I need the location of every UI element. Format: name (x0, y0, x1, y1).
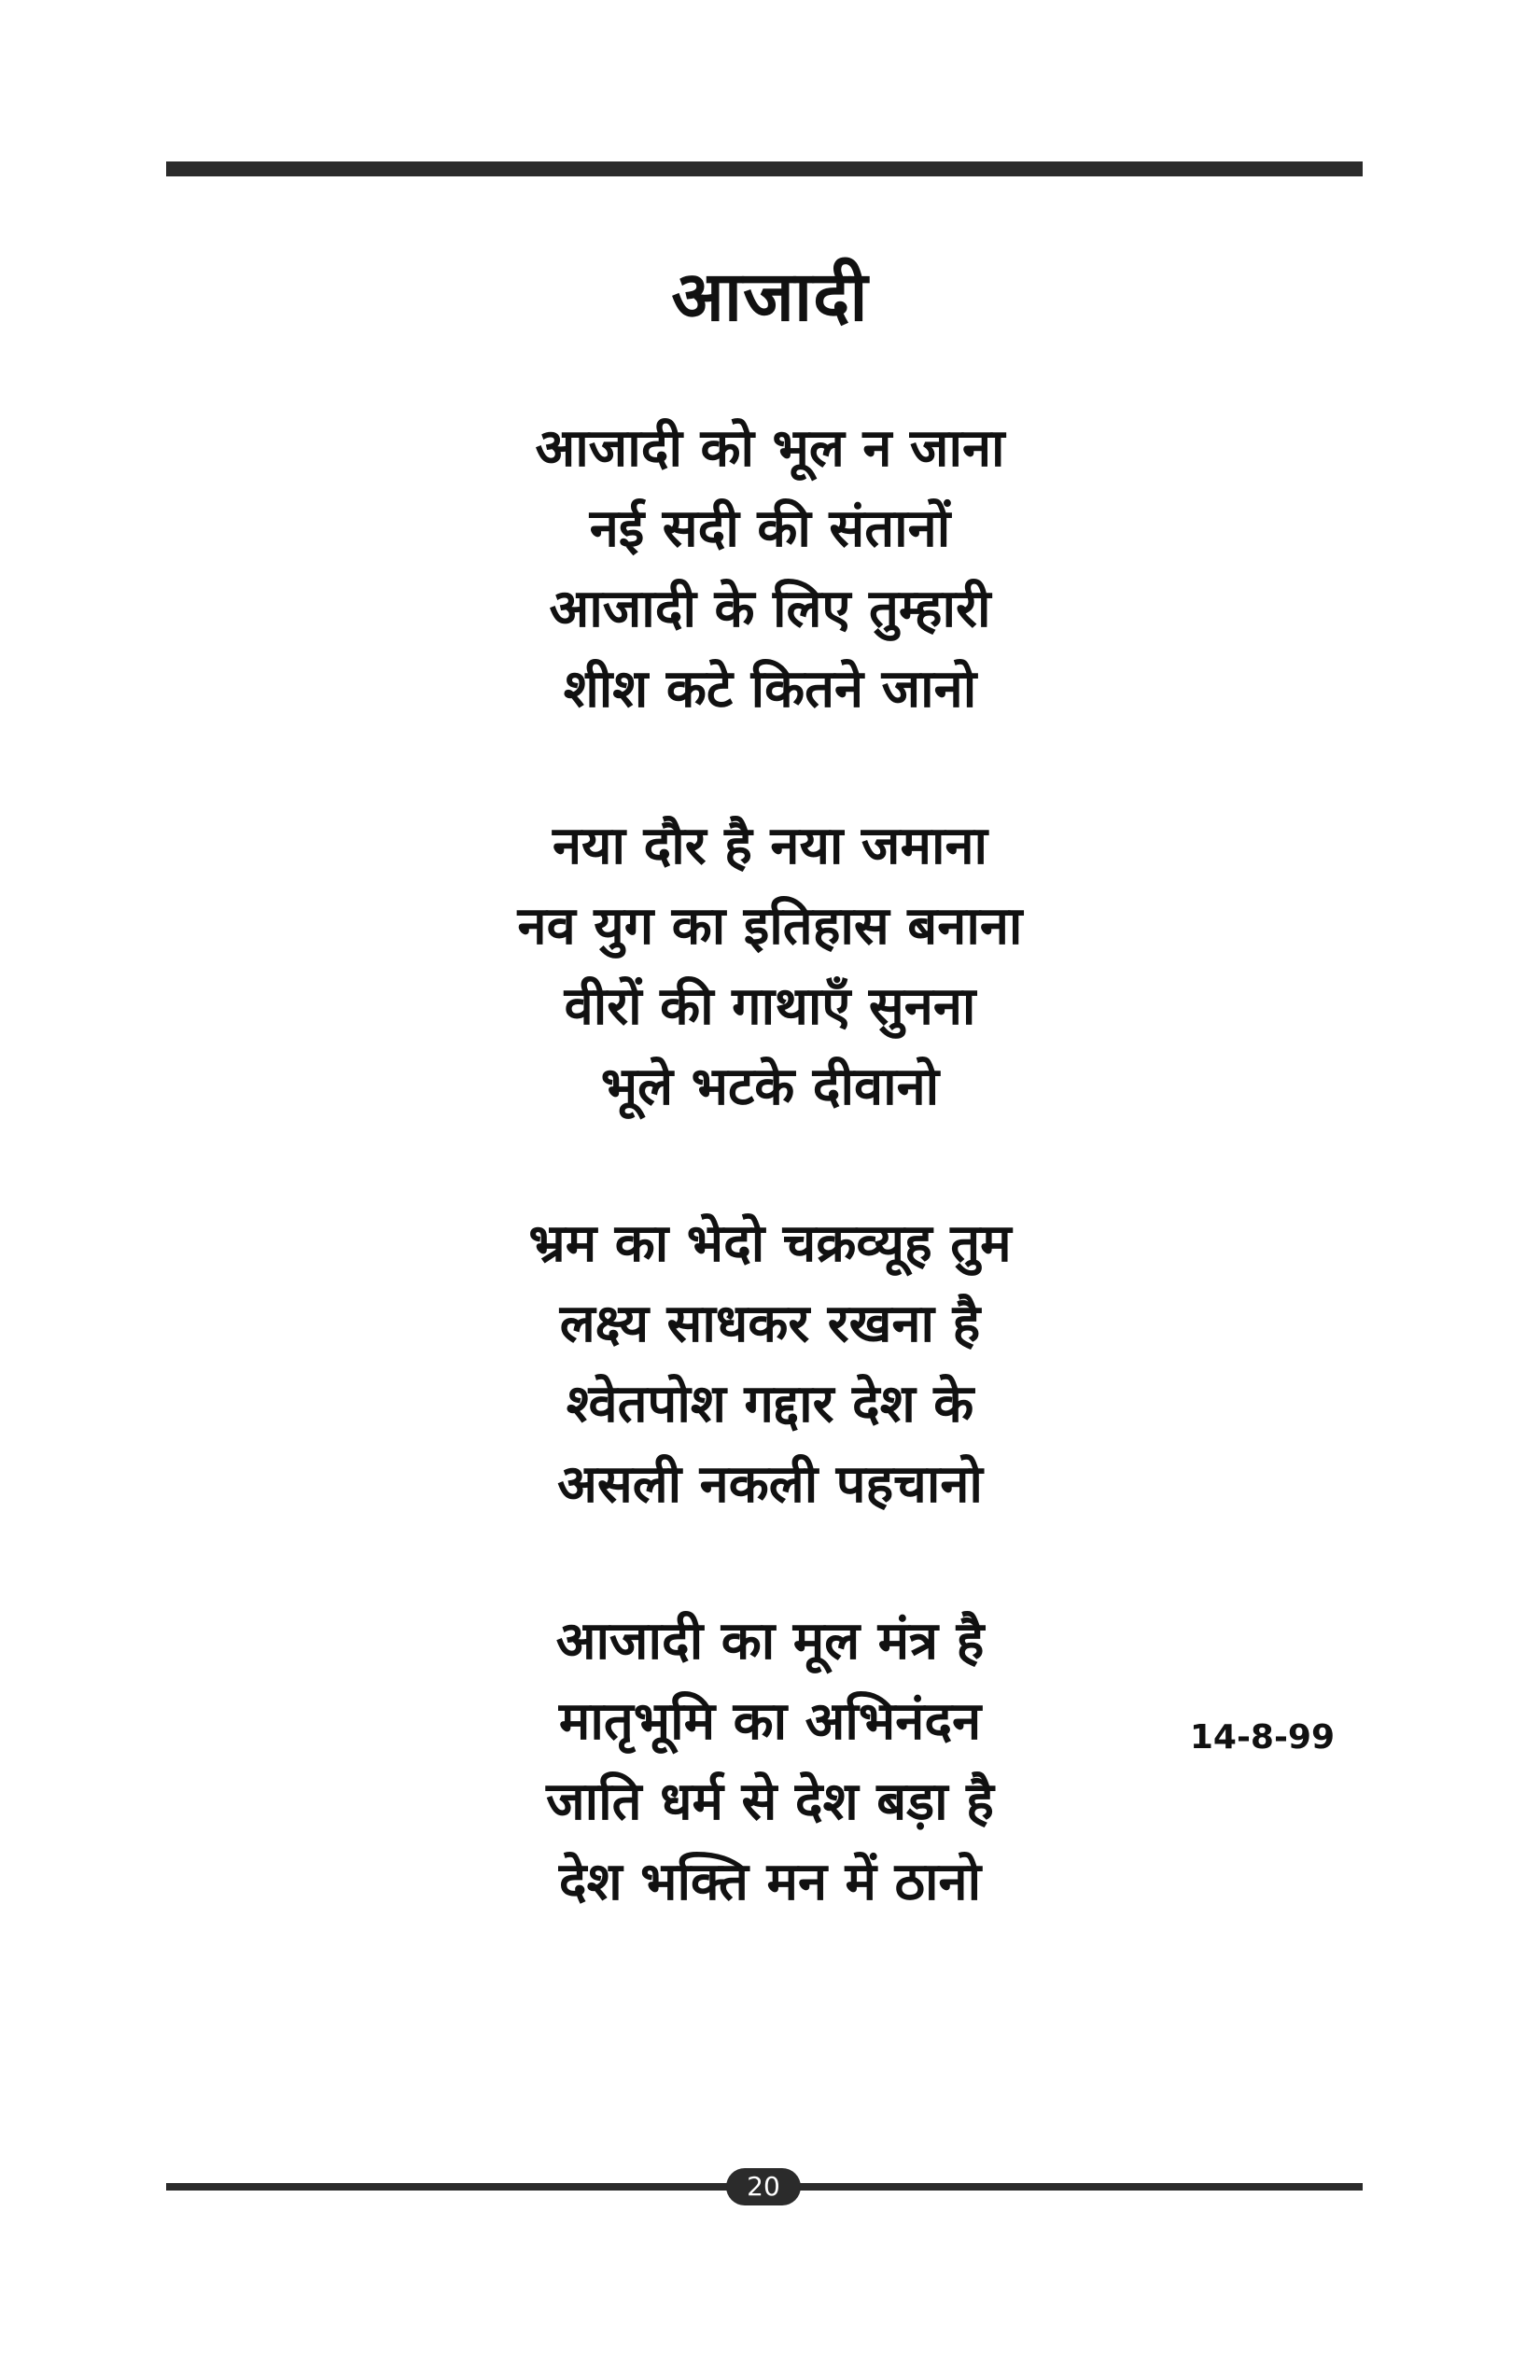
poem-line: जाति धर्म से देश बड़ा है (546, 1771, 994, 1832)
poem-line: भ्रम का भेदो चक्रव्यूह तुम (528, 1213, 1012, 1274)
poem-line: लक्ष्य साधकर रखना है (559, 1294, 981, 1354)
poem-line: आजादी का मूल मंत्र है (555, 1611, 985, 1672)
poem-line: नई सदी की संतानों (589, 498, 951, 559)
poem-line: वीरों की गाथाएँ सुनना (564, 976, 976, 1037)
poem-line: असली नकली पहचानो (557, 1454, 983, 1515)
stanza-4 (0, 1602, 1540, 1923)
poem-line: नव युग का इतिहास बनाना (517, 896, 1023, 957)
poem-line: आजादी के लिए तुम्हारी (549, 579, 991, 639)
poem-line: आजादी को भूल न जाना (535, 418, 1005, 479)
poem-line: मातृभूमि का अभिनंदन (558, 1691, 982, 1752)
stanza-1 (0, 409, 1540, 730)
poem-line: शीश कटे कितने जानो (563, 659, 977, 720)
poem-line: भूले भटके दीवानो (600, 1057, 940, 1117)
poem-body (0, 409, 1540, 1999)
top-rule (166, 161, 1363, 176)
poem-line: देश भक्ति मन में ठानो (558, 1852, 982, 1912)
poem-line: नया दौर है नया जमाना (552, 816, 988, 876)
poem-line: श्वेतपोश गद्दार देश के (566, 1374, 974, 1435)
stanza-2 (0, 806, 1540, 1127)
poem-date: 14-8-99 (1189, 1718, 1335, 1757)
stanza-3 (0, 1204, 1540, 1525)
poem-title: आजादी (671, 257, 869, 337)
page-number-badge: 20 (726, 2168, 801, 2205)
